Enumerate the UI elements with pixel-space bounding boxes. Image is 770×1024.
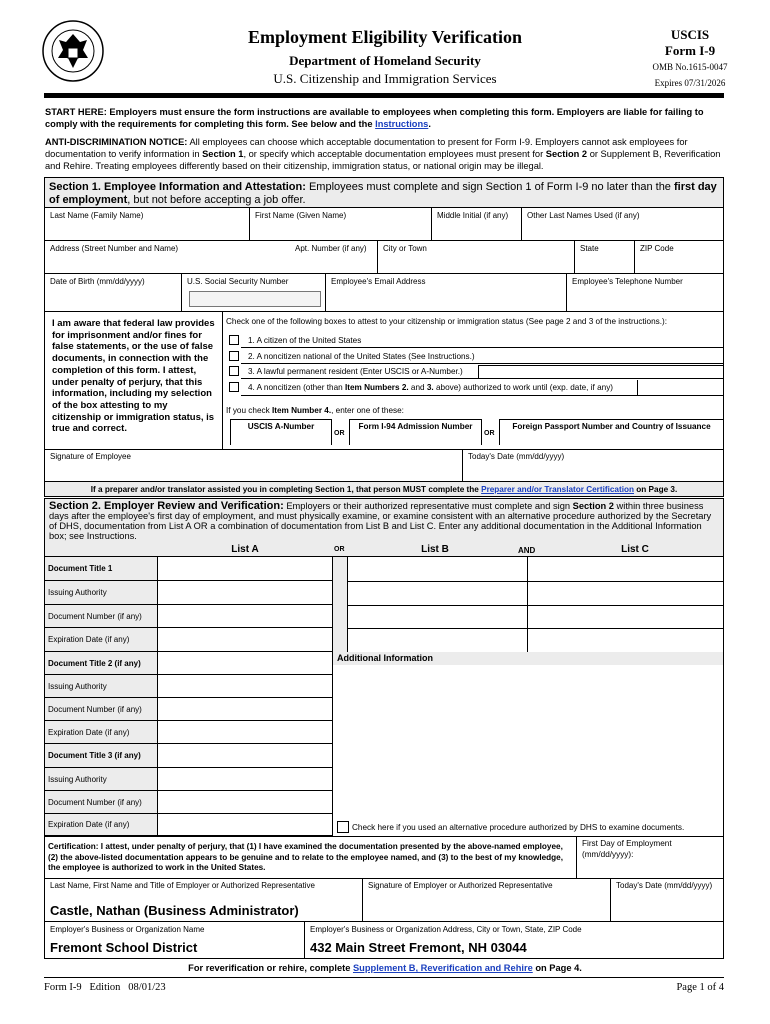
ssn-input-boxes[interactable] <box>189 291 321 307</box>
business-address-field[interactable]: Employer's Business or Organization Address, City or Town, State, ZIP Code 432 Main Street Fremont, NH 03044 <box>310 925 582 955</box>
opt-rule-4 <box>241 395 723 396</box>
other-names-field[interactable]: Other Last Names Used (if any) <box>522 208 723 241</box>
document-row-label: Document Title 1 <box>45 557 158 580</box>
instructions-link[interactable]: Instructions <box>375 119 429 129</box>
or-separator-column <box>332 557 348 652</box>
document-row[interactable] <box>45 814 332 836</box>
citizen-label: 1. A citizen of the United States <box>248 336 362 345</box>
preparer-link[interactable]: Preparer and/or Translator Certification <box>481 485 634 494</box>
first-day-label: First Day of Employment (mm/dd/yyyy): <box>582 839 672 859</box>
state-field[interactable]: State <box>575 241 635 274</box>
dob-field[interactable]: Date of Birth (mm/dd/yyyy) <box>45 274 182 312</box>
section1-heading: Section 1. Employee Information and Attestation: Employees must complete and sign Section 1 of Form I-9 no later than the first day of employment, but not before accepting a job offer. <box>45 178 723 208</box>
list-c-header: List C <box>621 544 649 555</box>
business-name-field[interactable]: Employer's Business or Organization Name Fremont School District <box>45 922 305 958</box>
ssn-field[interactable]: U.S. Social Security Number <box>182 274 326 312</box>
anti-discrimination: ANTI-DISCRIMINATION NOTICE: All employees can choose which acceptable documentation to present for Form I-9. Employers cannot ask employees for documentation to verify information in Section 1, or specify which acceptable documentation employees must present for Section 2 or Supplement B, Reverification and Rehire. Treating employees differently based on their citizenship, immigration status, or national origin may be illegal. <box>45 137 721 171</box>
permanent-resident-input[interactable] <box>478 365 723 378</box>
noncitizen-checkbox[interactable] <box>229 382 239 392</box>
document-row-label: Expiration Date (if any) <box>45 814 158 835</box>
employer-date-field[interactable]: Today's Date (mm/dd/yyyy) <box>611 878 723 922</box>
reverification-note: For reverification or rehire, complete Supplement B, Reverification and Rehire on Page 4. <box>188 963 582 973</box>
document-row-label: Document Number (if any) <box>45 791 158 813</box>
start-here: START HERE: Employers must ensure the form instructions are available to employees when completing this form. Employers are liable for failing to comply with the requirements for completing this form. See below and the Instructions. <box>45 107 704 129</box>
form-title: Employment Eligibility Verification <box>247 27 522 47</box>
phone-field[interactable]: Employee's Telephone Number <box>567 274 723 312</box>
email-field[interactable]: Employee's Email Address <box>326 274 567 312</box>
footer-rule <box>44 977 724 978</box>
uscis-a-number-field[interactable] <box>230 419 332 445</box>
or-label-1: OR <box>334 430 345 437</box>
preparer-note: If a preparer and/or translator assisted you in completing Section 1, that person MUST complete the Preparer and/or Translator Certification on Page 3. <box>45 481 723 496</box>
document-row[interactable] <box>45 581 332 605</box>
certification-text: Certification: I attest, under penalty of perjury, that (1) I have examined the documentation presented by the above-named employee, (2) the above-listed documentation appears to be genuine and to relate to the employee named, and (3) to the best of my knowledge, the employee is authorized to work in the United States. <box>48 842 563 872</box>
document-row[interactable] <box>45 557 332 581</box>
document-row-label: Issuing Authority <box>45 581 158 604</box>
document-row[interactable] <box>45 698 332 721</box>
last-name-field[interactable]: Last Name (Family Name) <box>45 208 250 241</box>
check-intro: Check one of the following boxes to attest to your citizenship or immigration status (See page 2 and 3 of the instructions.): <box>226 317 667 326</box>
document-row[interactable] <box>45 605 332 628</box>
document-row[interactable] <box>45 652 332 675</box>
agency: U.S. Citizenship and Immigration Services <box>273 71 497 86</box>
additional-info-box[interactable] <box>332 652 723 836</box>
section2-heading: Section 2. Employer Review and Verification: Employers or their authorized representative must complete and sign Section 2 within three business days after the employee's first day of employment, and must physically examine, or examine consistent with an alternative procedure authorized by the Secretary of DHS, documentation from List A OR a combination of documentation from List B and List C. Enter any additional documentation in the Additional Information box; see Instructions. <box>45 499 723 543</box>
citizen-checkbox[interactable] <box>229 335 239 345</box>
employee-signature-field[interactable]: Signature of Employee <box>45 449 463 481</box>
document-row-label: Issuing Authority <box>45 675 158 697</box>
document-row[interactable] <box>45 628 332 652</box>
or-label-2: OR <box>484 430 495 437</box>
document-row-label: Issuing Authority <box>45 768 158 790</box>
document-row[interactable] <box>45 791 332 814</box>
uscis-a-number-label: USCIS A-Number <box>247 422 315 431</box>
form-number: Form I-9 <box>664 43 716 58</box>
document-row[interactable] <box>45 768 332 791</box>
noncitizen-national-checkbox[interactable] <box>229 351 239 361</box>
first-day-field[interactable] <box>576 836 723 878</box>
permanent-resident-label: 3. A lawful permanent resident (Enter USCIS or A-Number.) <box>248 367 463 376</box>
omb-number: OMB No.1615-0047 <box>652 62 728 72</box>
list-b-header: List B <box>421 544 449 555</box>
alt-procedure-label: Check here if you used an alternative procedure authorized by DHS to examine documents. <box>352 823 685 832</box>
opt-rule-3 <box>241 378 723 379</box>
i94-label: Form I-94 Admission Number <box>358 422 473 431</box>
opt-rule-1 <box>241 347 723 348</box>
aware-text: I am aware that federal law provides for imprisonment and/or fines for false statements, or the use of false documents, in connection with the completion of this form. I attest, under penalty of perjury, that this information, including my selection of the box attesting to my citizenship or immigration status, is true and correct. <box>52 318 215 435</box>
i94-field[interactable] <box>349 419 482 445</box>
list-or: OR <box>334 546 345 553</box>
passport-label: Foreign Passport Number and Country of Issuance <box>512 422 711 431</box>
address-field[interactable]: Address (Street Number and Name) <box>45 241 290 274</box>
noncitizen-label: 4. A noncitizen (other than Item Numbers 2. and 3. above) authorized to work until (exp. date, if any) <box>248 383 614 392</box>
page-number: Page 1 of 4 <box>676 982 724 993</box>
apt-field[interactable]: Apt. Number (if any) <box>290 241 378 274</box>
employee-date-field[interactable]: Today's Date (mm/dd/yyyy) <box>468 452 565 461</box>
employer-signature-field[interactable]: Signature of Employer or Authorized Representative <box>363 878 611 922</box>
zip-field[interactable]: ZIP Code <box>635 241 723 274</box>
opt-rule-2 <box>241 363 723 364</box>
document-row-label: Document Number (if any) <box>45 698 158 720</box>
attest-divider <box>222 312 223 449</box>
noncitizen-national-label: 2. A noncitizen national of the United States (See Instructions.) <box>248 352 475 361</box>
additional-info-label: Additional Information <box>333 652 723 665</box>
document-row-label: Expiration Date (if any) <box>45 628 158 651</box>
document-row[interactable] <box>45 721 332 744</box>
list-and: AND <box>518 546 536 555</box>
permanent-resident-checkbox[interactable] <box>229 366 239 376</box>
bc-rule-1 <box>348 581 723 582</box>
supplement-b-link[interactable]: Supplement B, Reverification and Rehire <box>352 963 533 973</box>
document-row[interactable] <box>45 744 332 768</box>
uscis-label: USCIS <box>670 27 710 42</box>
city-field[interactable]: City or Town <box>378 241 575 274</box>
document-row-label: Document Title 2 (if any) <box>45 652 158 674</box>
passport-field[interactable] <box>499 419 723 445</box>
document-row-label: Document Number (if any) <box>45 605 158 627</box>
header-rule <box>44 93 724 98</box>
middle-initial-field[interactable]: Middle Initial (if any) <box>432 208 522 241</box>
document-row-label: Expiration Date (if any) <box>45 721 158 743</box>
document-row[interactable] <box>45 675 332 698</box>
bc-rule-2 <box>348 605 723 606</box>
employer-name-field[interactable]: Last Name, First Name and Title of Employer or Authorized Representative Castle, Nathan (Business Administrator) <box>45 878 363 922</box>
department: Department of Homeland Security <box>289 53 481 68</box>
alt-procedure-checkbox[interactable] <box>337 821 349 833</box>
list-a-header: List A <box>231 544 259 555</box>
first-name-field[interactable]: First Name (Given Name) <box>250 208 432 241</box>
document-row-label: Document Title 3 (if any) <box>45 744 158 767</box>
if-check-text: If you check Item Number 4., enter one of these: <box>226 406 404 415</box>
expires: Expires 07/31/2026 <box>654 78 726 88</box>
bc-rule-3 <box>348 628 723 629</box>
noncitizen-date-input[interactable] <box>637 380 723 395</box>
edition: Form I-9 Edition 08/01/23 <box>44 982 166 993</box>
